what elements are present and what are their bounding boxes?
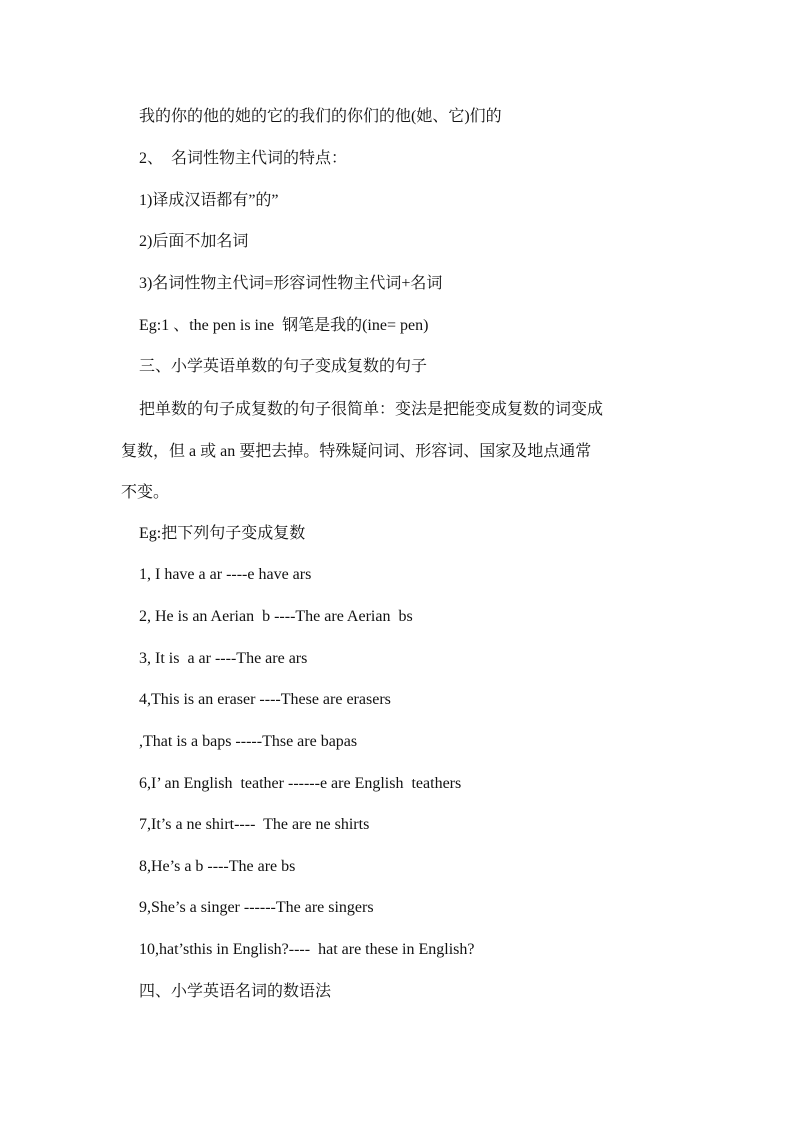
exercise-item: 10,hat’sthis in English?---- hat are these in English? <box>139 941 475 958</box>
exercise-instruction: Eg:把下列句子变成复数 <box>139 525 306 542</box>
exercise-item: 7,It’s a ne shirt---- The are ne shirts <box>139 816 370 833</box>
paragraph-line: 复数，但 a 或 an 要把去掉。特殊疑问词、形容词、国家及地点通常 <box>121 442 592 460</box>
exercise-item: 6,I’ an English teather ------e are English teathers <box>139 775 462 792</box>
feature-item-2: 2)后面不加名词 <box>139 233 249 250</box>
exercise-item: ,That is a baps -----Thse are bapas <box>139 733 358 750</box>
exercise-item: 9,She’s a singer ------The are singers <box>139 899 374 916</box>
exercise-item: 3, It is a ar ----The are ars <box>139 650 308 667</box>
feature-item-3: 3)名词性物主代词=形容词性物主代词+名词 <box>139 275 443 292</box>
example-line: Eg:1 、the pen is ine 钢笔是我的(ine= pen) <box>139 317 429 334</box>
possessive-pronoun-meanings: 我的你的他的她的它的我们的你们的他(她、它)们的 <box>139 108 502 125</box>
exercise-item: 2, He is an Aerian b ----The are Aerian bs <box>139 608 413 625</box>
exercise-item: 8,He’s a b ----The are bs <box>139 858 296 875</box>
exercise-item: 1, I have a ar ----e have ars <box>139 566 312 583</box>
paragraph-line: 把单数的句子成复数的句子很简单：变法是把能变成复数的词变成 <box>139 401 604 418</box>
paragraph-line: 不变。 <box>121 484 170 501</box>
body-paragraph <box>121 389 681 514</box>
section-heading-noun-possessive-features: 2、 名词性物主代词的特点： <box>139 150 348 167</box>
feature-item-1: 1)译成汉语都有”的” <box>139 192 279 209</box>
exercise-item: 4,This is an eraser ----These are erasers <box>139 691 391 708</box>
section-heading-noun-number: 四、小学英语名词的数语法 <box>139 983 332 1000</box>
section-heading-singular-to-plural: 三、小学英语单数的句子变成复数的句子 <box>139 358 428 375</box>
